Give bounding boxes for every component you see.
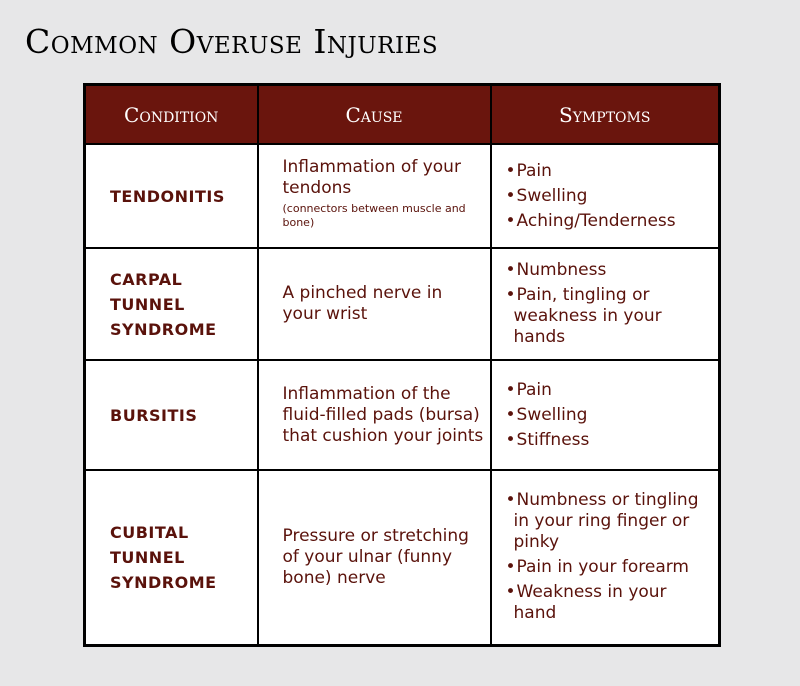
condition-name-line: SYNDROME bbox=[110, 572, 217, 592]
condition-name-line: CUBITAL bbox=[110, 522, 189, 542]
condition-name: TENDONITIS bbox=[110, 186, 225, 206]
symptoms-cell bbox=[491, 144, 720, 248]
symptom-item: •Weakness in your hand bbox=[505, 582, 667, 624]
symptom-item: •Numbness bbox=[505, 260, 607, 280]
cause-paren: (bursa) bbox=[418, 404, 480, 425]
condition-name: BURSITIS bbox=[110, 405, 198, 425]
symptom-item: •Aching/Tenderness bbox=[505, 210, 676, 231]
condition-name-line: TUNNEL bbox=[110, 294, 185, 314]
page-title: Common Overuse Injuries bbox=[25, 22, 439, 61]
header-symptoms: Symptoms bbox=[491, 85, 720, 145]
condition-name-line: CARPAL bbox=[110, 269, 183, 289]
symptom-item: •Stiffness bbox=[505, 429, 590, 450]
cause-text-end: nerve bbox=[331, 567, 386, 588]
symptoms-list bbox=[506, 161, 715, 232]
table-row bbox=[85, 470, 720, 645]
symptom-item: •Swelling bbox=[505, 404, 588, 425]
symptoms-cell bbox=[491, 470, 720, 645]
symptoms-list bbox=[506, 260, 715, 348]
condition-cell bbox=[85, 470, 258, 645]
condition-cell bbox=[85, 144, 258, 248]
table-row bbox=[85, 144, 720, 248]
symptom-item: •Pain bbox=[505, 160, 552, 181]
cause-cell bbox=[258, 248, 491, 360]
symptom-item: •Numbness or tingling in your ring finger or pinky bbox=[505, 490, 699, 553]
condition-cell bbox=[85, 360, 258, 470]
cause-cell bbox=[258, 144, 491, 248]
symptoms-cell bbox=[491, 360, 720, 470]
condition-cell bbox=[85, 248, 258, 360]
table-header-row bbox=[85, 85, 720, 145]
header-cause: Cause bbox=[258, 85, 491, 145]
header-condition: Condition bbox=[85, 85, 258, 145]
cause-text: Inflammation of your tendons bbox=[282, 157, 461, 198]
cause-cell bbox=[258, 360, 491, 470]
cause-text: Pressure or stretching of your ulnar bbox=[282, 525, 469, 567]
cause-text: A pinched nerve in your wrist bbox=[282, 283, 443, 324]
cause-text: Inflammation of the fluid-filled pads bbox=[282, 383, 451, 425]
symptoms-list bbox=[506, 490, 715, 624]
symptoms-list bbox=[506, 380, 715, 451]
cause-cell bbox=[258, 470, 491, 645]
symptom-item: •Pain bbox=[505, 379, 552, 400]
symptom-item: •Pain, tingling or weakness in your hands bbox=[505, 285, 662, 347]
cause-text-end: that cushion your joints bbox=[282, 425, 484, 446]
symptoms-cell bbox=[491, 248, 720, 360]
cause-paren: (funny bone) bbox=[282, 546, 453, 588]
table-row bbox=[85, 248, 720, 360]
condition-name-line: SYNDROME bbox=[110, 319, 217, 339]
condition-name-line: TUNNEL bbox=[110, 547, 185, 567]
symptom-item: •Swelling bbox=[505, 185, 588, 206]
table-row bbox=[85, 360, 720, 470]
cause-note: (connectors between muscle and bone) bbox=[282, 202, 466, 229]
symptom-item: •Pain in your forearm bbox=[505, 557, 689, 578]
injuries-table bbox=[83, 83, 721, 647]
